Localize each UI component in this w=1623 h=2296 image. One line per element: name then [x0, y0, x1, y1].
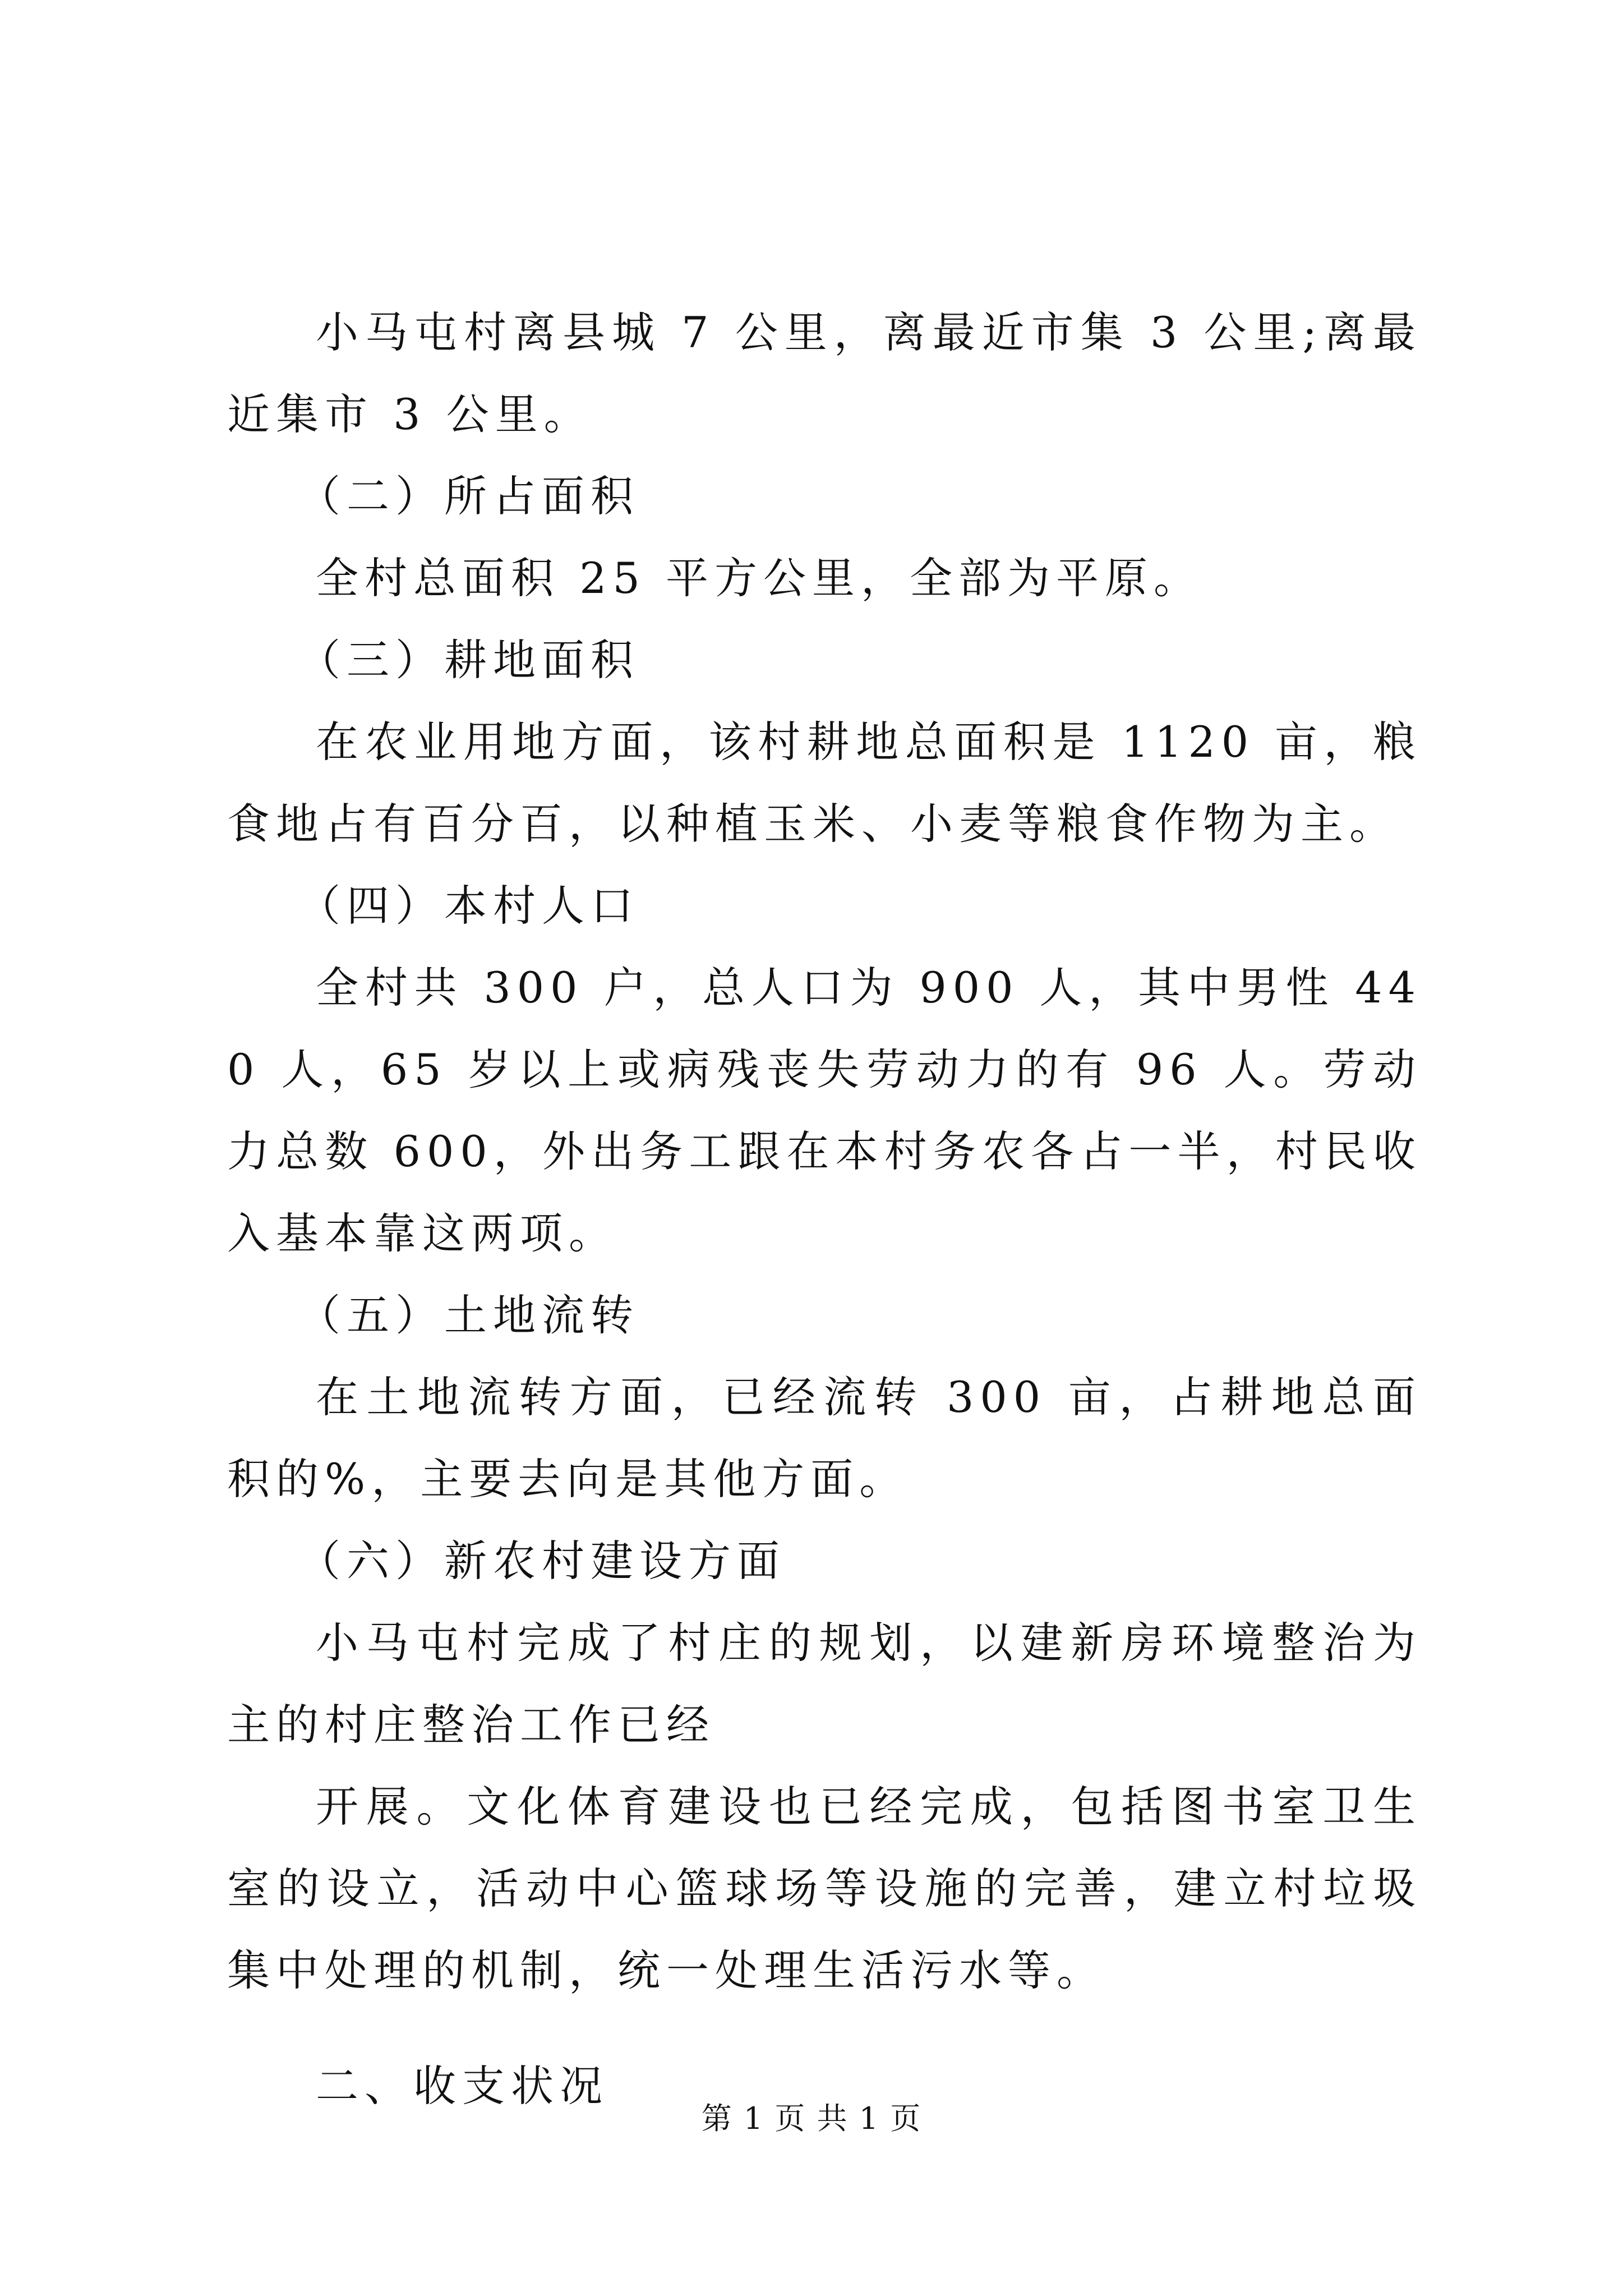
section-heading-farmland: （三）耕地面积 [298, 635, 639, 685]
paragraph-land-transfer: 在土地流转方面，已经流转 300 亩，占耕地总面积的%，主要去向是其他方面。 [227, 1372, 1422, 1504]
section-heading-rural-construction: （六）新农村建设方面 [298, 1536, 786, 1586]
paragraph-population: 全村共 300 户，总人口为 900 人，其中男性 440 人，65 岁以上或病残丧失劳动力的有 96 人。劳动力总数 600，外出务工跟在本村务农各占一半，村民收入基本靠这两项。 [227, 963, 1422, 1258]
paragraph-location: 小马屯村离县城 7 公里，离最近市集 3 公里;离最近集市 3 公里。 [227, 307, 1422, 439]
paragraph-area: 全村总面积 25 平方公里，全部为平原。 [316, 553, 1203, 603]
document-body [227, 292, 1422, 2127]
section-heading-population: （四）本村人口 [298, 881, 639, 931]
section-heading-area: （二）所占面积 [298, 471, 639, 521]
section-heading-land-transfer: （五）土地流转 [298, 1290, 639, 1340]
paragraph-farmland: 在农业用地方面，该村耕地总面积是 1120 亩，粮食地占有百分百，以种植玉米、小麦等粮食作物为主。 [227, 717, 1422, 849]
paragraph-rural-construction-cont: 开展。文化体育建设也已经完成，包括图书室卫生室的设立，活动中心篮球场等设施的完善，建立村垃圾集中处理的机制，统一处理生活污水等。 [227, 1782, 1422, 1995]
section-heading-income-expenses: 二、收支状况 [316, 2061, 608, 2111]
page-footer: 第 1 页 共 1 页 [701, 2101, 922, 2136]
paragraph-rural-construction: 小马屯村完成了村庄的规划，以建新房环境整治为主的村庄整治工作已经 [227, 1618, 1422, 1750]
